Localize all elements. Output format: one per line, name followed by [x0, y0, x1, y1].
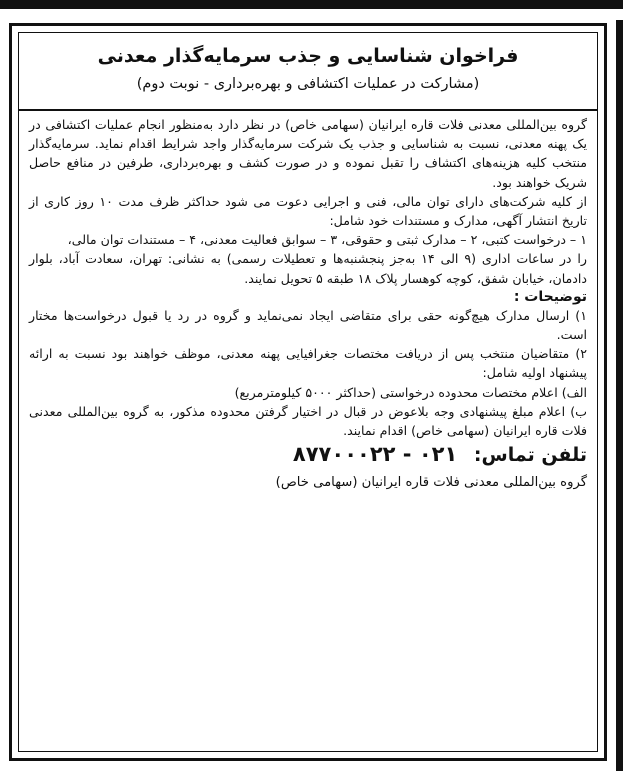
notice-inner-frame	[18, 32, 598, 752]
notice-subtitle: (مشارکت در عملیات اکتشافی و بهره‌برداری - نوبت دوم)	[136, 76, 480, 92]
note-item: ۱) ارسال مدارک هیچ‌گونه حقی برای متقاضی ایجاد نمی‌نماید و گروه در رد یا قبول درخواست‌ها مختار است.	[29, 307, 587, 343]
note-subitem: ب) اعلام مبلغ پیشنهادی وجه بلاعوض در قبال در اختیار گرفتن محدوده مذکور، به گروه بین‌المللی معدنی فلات قاره ایرانیان (سهامی خاص) اقدام نمایند.	[29, 403, 587, 439]
note-item: ۲) متقاضیان منتخب پس از دریافت مختصات جغرافیایی پهنه معدنی، موظف خواهند بود نسبت به ارائه پیشنهاد اولیه شامل:	[29, 346, 587, 381]
intro-paragraph: گروه بین‌المللی معدنی فلات قاره ایرانیان (سهامی خاص) در نظر دارد به‌منظور انجام عملیات اکتشافی در یک پهنه معدنی، نسبت به شناسایی و جذب یک شرکت سرمایه‌گذار واجد شرایط اقدام نماید. سرمایه‌گذار منتخب کلیه هزینه‌های اکتشاف را تقبل نموده و در صورت کشف و بهره‌برداری، طرفین در منافع حاصل شریک خواهند بود.	[29, 117, 587, 190]
invitation-paragraph: از کلیه شرکت‌های دارای توان مالی، فنی و اجرایی دعوت می شود حداکثر ظرف مدت ۱۰ روز کاری از تاریخ انتشار آگهی، مدارک و مستندات خود شامل:	[29, 193, 588, 229]
contact-phone	[29, 442, 587, 467]
notice-header	[19, 33, 597, 109]
notice-box	[9, 23, 607, 761]
notes-heading: توضیحات :	[513, 288, 587, 305]
phone-number: ۰۲۱ - ۸۷۷۰۰۰۲۲	[292, 442, 458, 467]
notice-body	[19, 111, 597, 493]
adjacent-ad-border	[616, 20, 623, 771]
documents-list: ۱ – درخواست کتبی، ۲ – مدارک ثبتی و حقوقی، ۳ – سوابق فعالیت معدنی، ۴ – مستندات توان مالی،	[67, 232, 587, 248]
note-subitem: الف) اعلام مختصات محدوده درخواستی (حداکثر ۵۰۰۰ کیلومترمربع)	[234, 384, 587, 400]
notice-title: فراخوان شناسایی و جذب سرمایه‌گذار معدنی	[97, 45, 519, 67]
page-top-border	[0, 0, 623, 9]
delivery-address-paragraph: را در ساعات اداری (۹ الی ۱۴ به‌جز پنجشنبه‌ها و تعطیلات رسمی) به نشانی: تهران، سعادت آباد، بلوار دادمان، خیابان شفق، کوچه کوهسار پلاک ۱۸ طبقه ۵ تحویل نمایند.	[29, 251, 587, 286]
company-footer: گروه بین‌المللی معدنی فلات قاره ایرانیان (سهامی خاص)	[275, 475, 587, 491]
phone-label: تلفن تماس:	[473, 444, 587, 467]
